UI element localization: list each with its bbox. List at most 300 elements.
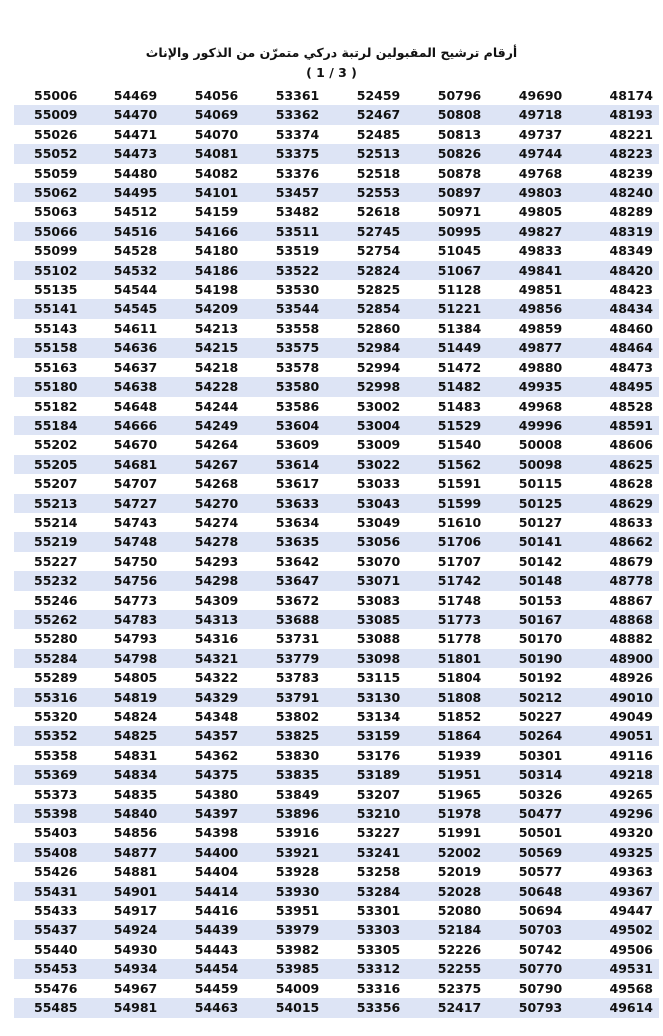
table-cell: 53617 [257, 474, 338, 493]
table-row [14, 261, 659, 280]
table-cell: 50813 [419, 125, 500, 144]
table-cell: 53316 [338, 979, 419, 998]
table-cell: 53210 [338, 804, 419, 823]
table-cell: 54516 [95, 222, 176, 241]
table-cell: 53916 [257, 823, 338, 842]
table-cell: 54274 [176, 513, 257, 532]
table-cell: 53134 [338, 707, 419, 726]
table-cell: 54316 [176, 629, 257, 648]
table-cell: 53633 [257, 494, 338, 513]
table-cell: 54881 [95, 862, 176, 881]
table-cell: 49010 [581, 688, 659, 707]
table-cell: 55358 [14, 746, 95, 765]
table-cell: 50264 [500, 726, 581, 745]
table-cell: 55280 [14, 629, 95, 648]
table-cell: 51591 [419, 474, 500, 493]
table-cell: 54264 [176, 435, 257, 454]
table-cell: 55352 [14, 726, 95, 745]
table-cell: 48633 [581, 513, 659, 532]
table-cell: 48629 [581, 494, 659, 513]
table-cell: 52513 [338, 144, 419, 163]
table-row [14, 474, 659, 493]
table-cell: 53482 [257, 202, 338, 221]
table-cell: 49502 [581, 920, 659, 939]
table-cell: 51221 [419, 299, 500, 318]
table-row [14, 435, 659, 454]
table-cell: 50170 [500, 629, 581, 648]
table-cell: 53071 [338, 571, 419, 590]
table-cell: 49744 [500, 144, 581, 163]
table-cell: 52518 [338, 164, 419, 183]
table-cell: 55213 [14, 494, 95, 513]
table-cell: 48460 [581, 319, 659, 338]
table-cell: 54322 [176, 668, 257, 687]
table-cell: 53362 [257, 105, 338, 124]
table-cell: 54404 [176, 862, 257, 881]
table-cell: 52994 [338, 358, 419, 377]
table-cell: 48882 [581, 629, 659, 648]
table-cell: 48240 [581, 183, 659, 202]
table-cell: 53731 [257, 629, 338, 648]
table-cell: 52854 [338, 299, 419, 318]
table-cell: 55205 [14, 455, 95, 474]
table-cell: 50326 [500, 785, 581, 804]
table-cell: 49880 [500, 358, 581, 377]
table-cell: 54934 [95, 959, 176, 978]
table-cell: 53791 [257, 688, 338, 707]
table-row [14, 668, 659, 687]
table-cell: 54756 [95, 571, 176, 590]
table-cell: 53085 [338, 610, 419, 629]
table-cell: 49690 [500, 86, 581, 105]
table-row [14, 552, 659, 571]
table-cell: 54268 [176, 474, 257, 493]
table-cell: 49803 [500, 183, 581, 202]
table-row [14, 319, 659, 338]
table-cell: 53457 [257, 183, 338, 202]
table-cell: 49447 [581, 901, 659, 920]
table-cell: 50577 [500, 862, 581, 881]
table-cell: 55316 [14, 688, 95, 707]
table-cell: 48349 [581, 241, 659, 260]
table-cell: 54215 [176, 338, 257, 357]
table-cell: 54495 [95, 183, 176, 202]
table-cell: 48926 [581, 668, 659, 687]
table-cell: 51045 [419, 241, 500, 260]
table-cell: 50227 [500, 707, 581, 726]
table-cell: 50878 [419, 164, 500, 183]
table-cell: 50897 [419, 183, 500, 202]
table-row [14, 765, 659, 784]
table-cell: 50008 [500, 435, 581, 454]
table-cell: 53312 [338, 959, 419, 978]
table-cell: 54480 [95, 164, 176, 183]
table-cell: 53088 [338, 629, 419, 648]
table-cell: 52485 [338, 125, 419, 144]
table-cell: 48423 [581, 280, 659, 299]
table-cell: 55227 [14, 552, 95, 571]
table-cell: 50141 [500, 532, 581, 551]
table-cell: 48662 [581, 532, 659, 551]
table-cell: 51610 [419, 513, 500, 532]
table-cell: 53979 [257, 920, 338, 939]
table-cell: 53928 [257, 862, 338, 881]
table-cell: 53825 [257, 726, 338, 745]
table-cell: 54528 [95, 241, 176, 260]
table-cell: 54397 [176, 804, 257, 823]
table-cell: 55102 [14, 261, 95, 280]
table-cell: 48606 [581, 435, 659, 454]
table-cell: 54831 [95, 746, 176, 765]
table-cell: 54471 [95, 125, 176, 144]
table-cell: 55453 [14, 959, 95, 978]
table-row [14, 105, 659, 124]
table-cell: 54877 [95, 843, 176, 862]
table-cell: 50808 [419, 105, 500, 124]
table-cell: 50796 [419, 86, 500, 105]
table-row [14, 241, 659, 260]
table-cell: 49614 [581, 998, 659, 1017]
table-cell: 55009 [14, 105, 95, 124]
table-cell: 54416 [176, 901, 257, 920]
table-cell: 49805 [500, 202, 581, 221]
table-cell: 54469 [95, 86, 176, 105]
table-cell: 54819 [95, 688, 176, 707]
table-cell: 54443 [176, 940, 257, 959]
table-row [14, 746, 659, 765]
table-cell: 54824 [95, 707, 176, 726]
table-cell: 54840 [95, 804, 176, 823]
table-cell: 55141 [14, 299, 95, 318]
table-cell: 53522 [257, 261, 338, 280]
table-cell: 49363 [581, 862, 659, 881]
numbers-table-body [14, 86, 659, 1018]
table-cell: 54293 [176, 552, 257, 571]
table-cell: 51778 [419, 629, 500, 648]
table-cell: 54298 [176, 571, 257, 590]
table-cell: 54967 [95, 979, 176, 998]
table-cell: 53241 [338, 843, 419, 862]
table-cell: 49851 [500, 280, 581, 299]
table-cell: 54930 [95, 940, 176, 959]
table-cell: 51483 [419, 397, 500, 416]
table-cell: 48319 [581, 222, 659, 241]
table-cell: 49568 [581, 979, 659, 998]
table-cell: 54375 [176, 765, 257, 784]
table-cell: 52459 [338, 86, 419, 105]
table-cell: 53586 [257, 397, 338, 416]
table-cell: 52417 [419, 998, 500, 1017]
table-cell: 49737 [500, 125, 581, 144]
table-cell: 53688 [257, 610, 338, 629]
table-cell: 53575 [257, 338, 338, 357]
table-cell: 54009 [257, 979, 338, 998]
table-cell: 52375 [419, 979, 500, 998]
table-row [14, 649, 659, 668]
table-cell: 53159 [338, 726, 419, 745]
table-cell: 54463 [176, 998, 257, 1017]
table-cell: 54773 [95, 591, 176, 610]
table-cell: 54180 [176, 241, 257, 260]
table-cell: 54321 [176, 649, 257, 668]
table-cell: 52028 [419, 882, 500, 901]
table-cell: 48495 [581, 377, 659, 396]
table-cell: 49049 [581, 707, 659, 726]
table-cell: 48434 [581, 299, 659, 318]
table-cell: 52184 [419, 920, 500, 939]
table-cell: 49768 [500, 164, 581, 183]
table-cell: 54380 [176, 785, 257, 804]
table-cell: 53982 [257, 940, 338, 959]
table-cell: 53361 [257, 86, 338, 105]
table-row [14, 202, 659, 221]
table-cell: 48868 [581, 610, 659, 629]
table-row [14, 532, 659, 551]
table-cell: 49718 [500, 105, 581, 124]
table-cell: 54270 [176, 494, 257, 513]
table-cell: 54798 [95, 649, 176, 668]
table-cell: 54459 [176, 979, 257, 998]
table-cell: 53635 [257, 532, 338, 551]
table-cell: 50301 [500, 746, 581, 765]
table-cell: 54638 [95, 377, 176, 396]
table-cell: 52080 [419, 901, 500, 920]
table-cell: 55135 [14, 280, 95, 299]
table-cell: 51482 [419, 377, 500, 396]
table-cell: 52754 [338, 241, 419, 260]
table-cell: 49296 [581, 804, 659, 823]
table-cell: 55163 [14, 358, 95, 377]
table-cell: 54454 [176, 959, 257, 978]
table-cell: 55485 [14, 998, 95, 1017]
table-row [14, 804, 659, 823]
table-cell: 53130 [338, 688, 419, 707]
table-cell: 50694 [500, 901, 581, 920]
table-cell: 54362 [176, 746, 257, 765]
table-cell: 54636 [95, 338, 176, 357]
table-cell: 49877 [500, 338, 581, 357]
table-cell: 53558 [257, 319, 338, 338]
table-cell: 54081 [176, 144, 257, 163]
table-row [14, 397, 659, 416]
table-cell: 54793 [95, 629, 176, 648]
table-cell: 48221 [581, 125, 659, 144]
table-row [14, 222, 659, 241]
table-cell: 53802 [257, 707, 338, 726]
table-cell: 51742 [419, 571, 500, 590]
table-cell: 55207 [14, 474, 95, 493]
table-cell: 53022 [338, 455, 419, 474]
table-cell: 53830 [257, 746, 338, 765]
table-cell: 51472 [419, 358, 500, 377]
table-cell: 49265 [581, 785, 659, 804]
table-cell: 52618 [338, 202, 419, 221]
table-cell: 53614 [257, 455, 338, 474]
table-cell: 50125 [500, 494, 581, 513]
table-cell: 51978 [419, 804, 500, 823]
table-cell: 49325 [581, 843, 659, 862]
table-cell: 48174 [581, 86, 659, 105]
table-cell: 49367 [581, 882, 659, 901]
table-cell: 54070 [176, 125, 257, 144]
table-cell: 50770 [500, 959, 581, 978]
table-cell: 49935 [500, 377, 581, 396]
table-cell: 50153 [500, 591, 581, 610]
table-cell: 54166 [176, 222, 257, 241]
table-cell: 49116 [581, 746, 659, 765]
table-cell: 55180 [14, 377, 95, 396]
table-cell: 54213 [176, 319, 257, 338]
table-cell: 54611 [95, 319, 176, 338]
table-cell: 54743 [95, 513, 176, 532]
table-cell: 53779 [257, 649, 338, 668]
table-cell: 54186 [176, 261, 257, 280]
table-cell: 51128 [419, 280, 500, 299]
table-cell: 48528 [581, 397, 659, 416]
table-row [14, 843, 659, 862]
table-cell: 52255 [419, 959, 500, 978]
table-row [14, 862, 659, 881]
table-cell: 54015 [257, 998, 338, 1017]
table-cell: 48473 [581, 358, 659, 377]
table-row [14, 959, 659, 978]
table-cell: 50648 [500, 882, 581, 901]
table-cell: 48193 [581, 105, 659, 124]
table-cell: 55026 [14, 125, 95, 144]
table-row [14, 998, 659, 1017]
table-cell: 55476 [14, 979, 95, 998]
table-cell: 53056 [338, 532, 419, 551]
table-cell: 48628 [581, 474, 659, 493]
table-cell: 52984 [338, 338, 419, 357]
page-title: أرقام ترشيح المقبولين لرتبة دركي متمرّن من الذكور والإناث [145, 45, 518, 60]
table-cell: 53284 [338, 882, 419, 901]
table-cell: 49531 [581, 959, 659, 978]
table-cell: 55373 [14, 785, 95, 804]
table-cell: 54835 [95, 785, 176, 804]
table-cell: 55320 [14, 707, 95, 726]
table-cell: 48289 [581, 202, 659, 221]
table-cell: 54056 [176, 86, 257, 105]
table-cell: 53049 [338, 513, 419, 532]
table-cell: 51707 [419, 552, 500, 571]
table-cell: 54249 [176, 416, 257, 435]
table-cell: 52824 [338, 261, 419, 280]
table-cell: 53376 [257, 164, 338, 183]
table-cell: 55433 [14, 901, 95, 920]
table-cell: 54825 [95, 726, 176, 745]
table-cell: 54470 [95, 105, 176, 124]
table-cell: 53849 [257, 785, 338, 804]
table-cell: 54981 [95, 998, 176, 1017]
table-cell: 50212 [500, 688, 581, 707]
table-row [14, 164, 659, 183]
table-cell: 52467 [338, 105, 419, 124]
table-cell: 51939 [419, 746, 500, 765]
table-cell: 50115 [500, 474, 581, 493]
table-row [14, 416, 659, 435]
table-row [14, 86, 659, 105]
table-cell: 49051 [581, 726, 659, 745]
table-cell: 54439 [176, 920, 257, 939]
table-cell: 53227 [338, 823, 419, 842]
table-row [14, 726, 659, 745]
table-cell: 53642 [257, 552, 338, 571]
table-cell: 51864 [419, 726, 500, 745]
table-cell: 50477 [500, 804, 581, 823]
table-cell: 48679 [581, 552, 659, 571]
table-row [14, 920, 659, 939]
table-cell: 52226 [419, 940, 500, 959]
table-cell: 51951 [419, 765, 500, 784]
table-cell: 53033 [338, 474, 419, 493]
table-cell: 54278 [176, 532, 257, 551]
table-cell: 51529 [419, 416, 500, 435]
table-cell: 54648 [95, 397, 176, 416]
table-cell: 50127 [500, 513, 581, 532]
table-cell: 54398 [176, 823, 257, 842]
table-cell: 51706 [419, 532, 500, 551]
table-cell: 53672 [257, 591, 338, 610]
table-cell: 50569 [500, 843, 581, 862]
table-cell: 55182 [14, 397, 95, 416]
table-cell: 53609 [257, 435, 338, 454]
table-cell: 53375 [257, 144, 338, 163]
table-cell: 54329 [176, 688, 257, 707]
table-row [14, 280, 659, 299]
table-cell: 49841 [500, 261, 581, 280]
table-cell: 55232 [14, 571, 95, 590]
table-row [14, 823, 659, 842]
table-cell: 53189 [338, 765, 419, 784]
table-cell: 55262 [14, 610, 95, 629]
table-cell: 54727 [95, 494, 176, 513]
table-row [14, 455, 659, 474]
table-cell: 54532 [95, 261, 176, 280]
table-cell: 52998 [338, 377, 419, 396]
table-row [14, 629, 659, 648]
table-cell: 54856 [95, 823, 176, 842]
table-cell: 53301 [338, 901, 419, 920]
table-cell: 54267 [176, 455, 257, 474]
table-cell: 51991 [419, 823, 500, 842]
table-row [14, 513, 659, 532]
table-cell: 53634 [257, 513, 338, 532]
table-cell: 48867 [581, 591, 659, 610]
table-cell: 51384 [419, 319, 500, 338]
table-cell: 54545 [95, 299, 176, 318]
table-cell: 53009 [338, 435, 419, 454]
table-cell: 55284 [14, 649, 95, 668]
table-cell: 54834 [95, 765, 176, 784]
table-cell: 55369 [14, 765, 95, 784]
table-cell: 53002 [338, 397, 419, 416]
table-cell: 54313 [176, 610, 257, 629]
table-row [14, 571, 659, 590]
table-cell: 54783 [95, 610, 176, 629]
numbers-table-container [14, 86, 659, 1018]
table-cell: 49859 [500, 319, 581, 338]
table-cell: 52745 [338, 222, 419, 241]
table-cell: 52019 [419, 862, 500, 881]
table-cell: 53783 [257, 668, 338, 687]
table-cell: 53544 [257, 299, 338, 318]
table-row [14, 688, 659, 707]
table-cell: 55408 [14, 843, 95, 862]
table-cell: 49996 [500, 416, 581, 435]
table-cell: 49506 [581, 940, 659, 959]
table-cell: 55202 [14, 435, 95, 454]
